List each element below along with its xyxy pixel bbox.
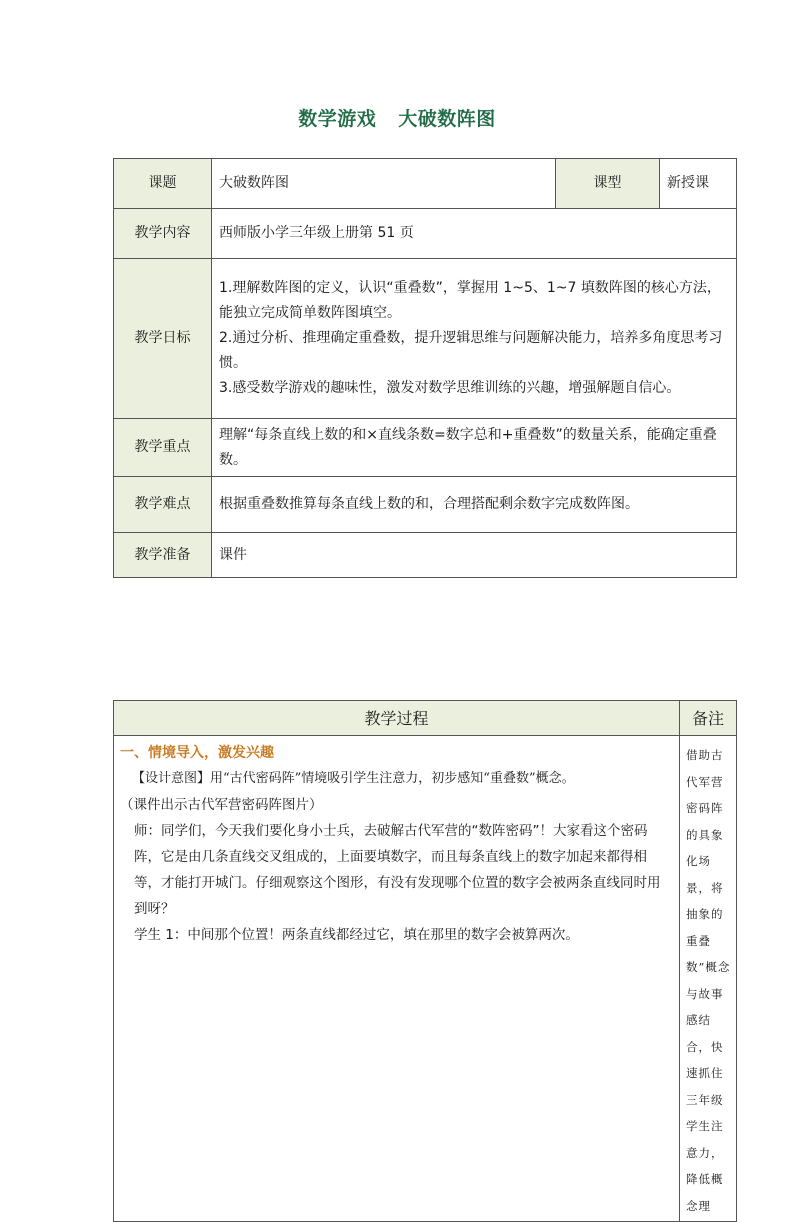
goals-label: 教学日标 xyxy=(114,259,212,419)
content-value: 西师版小学三年级上册第 51 页 xyxy=(212,209,737,259)
section-title: 一、情境导入，激发兴趣 xyxy=(120,745,274,761)
teaching-process-table xyxy=(113,700,737,1222)
prep-label: 教学准备 xyxy=(114,533,212,578)
page-title-part2: 大破数阵图 xyxy=(398,108,496,130)
key-label: 教学重点 xyxy=(114,419,212,477)
difficulty-label: 教学难点 xyxy=(114,477,212,533)
process-header-row xyxy=(114,701,737,736)
process-header: 教学过程 xyxy=(114,701,680,736)
type-value: 新授课 xyxy=(660,159,737,209)
difficulty-row xyxy=(114,477,737,533)
type-label: 课型 xyxy=(556,159,660,209)
topic-row xyxy=(114,159,737,209)
key-value: 理解“每条直线上数的和×直线条数=数字总和+重叠数”的数量关系，能确定重叠数。 xyxy=(212,419,737,477)
goal-item: 2.通过分析、推理确定重叠数，提升逻辑思维与问题解决能力，培养多角度思考习惯。 xyxy=(219,330,723,371)
topic-value: 大破数阵图 xyxy=(212,159,556,209)
goals-cell xyxy=(212,259,737,419)
student-response: 学生 1：中间那个位置！两条直线都经过它，填在那里的数字会被算两次。 xyxy=(134,927,579,943)
process-cell xyxy=(114,736,680,1222)
note-cell: 借助古代军营密码阵的具象化场景，将抽象的重叠数”概念与故事感结合，快速抓住三年级学生注意力，降低概念理 xyxy=(680,736,737,1222)
note-header: 备注 xyxy=(680,701,737,736)
prep-row xyxy=(114,533,737,578)
goal-item: 3.感受数学游戏的趣味性，激发对数学思维训练的兴趣，增强解题自信心。 xyxy=(219,380,681,396)
lesson-info-table xyxy=(113,158,737,578)
page-title xyxy=(0,104,794,131)
content-label: 教学内容 xyxy=(114,209,212,259)
page-title-part1: 数学游戏 xyxy=(298,108,377,130)
content-row xyxy=(114,209,737,259)
topic-label: 课题 xyxy=(114,159,212,209)
goal-item: 1.理解数阵图的定义，认识“重叠数”，掌握用 1~5、1~7 填数阵图的核心方法，能独立完成简单数阵图填空。 xyxy=(219,280,721,321)
goals-row xyxy=(114,259,737,419)
key-row xyxy=(114,419,737,477)
process-body-row xyxy=(114,736,737,1222)
design-intent: 【设计意图】用“古代密码阵”情境吸引学生注意力，初步感知“重叠数”概念。 xyxy=(132,771,575,786)
difficulty-value: 根据重叠数推算每条直线上数的和，合理搭配剩余数字完成数阵图。 xyxy=(212,477,737,533)
courseware-note: （课件出示古代军营密码阵图片） xyxy=(120,797,323,813)
prep-value: 课件 xyxy=(212,533,737,578)
teacher-speech: 师：同学们，今天我们要化身小士兵，去破解古代军营的“数阵密码”！大家看这个密码阵，它是由几条直线交叉组成的，上面要填数字，而且每条直线上的数字加起来都得相等，才能打开城门。仔细观察这个图形，有没有发现哪个位置的数字会被两条直线同时用到呀？ xyxy=(134,823,661,917)
